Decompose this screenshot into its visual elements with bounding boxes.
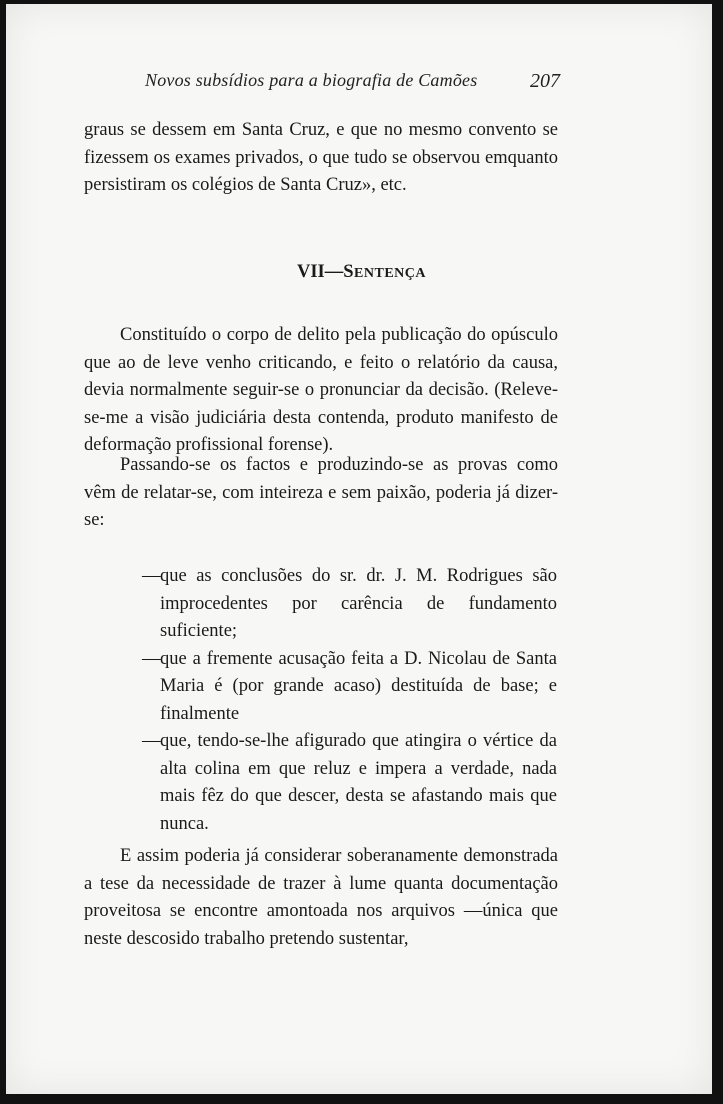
list-item [142, 646, 557, 729]
list-item-text: que as conclusões do sr. dr. J. M. Rodrigues são improcedentes por carência de fundamento suficiente; [160, 566, 557, 641]
list-item-text: que, tendo-se-lhe afigurado que atingira o vértice da alta colina em que reluz e impera a verdade, nada mais fêz do que descer, desta se afastando mais que nunca. [160, 731, 557, 834]
section-number: VII— [296, 262, 344, 282]
list-item [142, 728, 557, 838]
paragraph-continued: graus se dessem em Santa Cruz, e que no mesmo convento se fizessem os exames privados, o que tudo se observou emquanto persistiram os colégios de Santa Cruz», etc. [84, 120, 558, 195]
list-dash: — [142, 731, 161, 751]
conclusions-list [142, 563, 557, 838]
paragraph-1: Constituído o corpo de delito pela publicação do opúsculo que ao de leve venho criticando, e feito o relatório da causa, devia normalmente seguir-se o pronunciar da decisão. (Releve-se-me a visão judiciária desta contenda, produto manifesto de deformação profissional forense). [84, 325, 558, 455]
paragraph-3: E assim poderia já considerar soberanamente demonstrada a tese da necessidade de trazer à lume quanta documentação proveitosa se encontre amontoada nos arquivos —única que neste descosido trabalho pretendo sustentar, [84, 846, 558, 949]
list-item [142, 563, 557, 646]
running-header: Novos subsídios para a biografia de Camões [145, 70, 478, 90]
page-number: 207 [530, 70, 560, 92]
list-dash: — [142, 648, 161, 669]
list-dash: — [142, 566, 161, 586]
section-heading [0, 262, 723, 283]
section-title: SENTENÇA [343, 262, 427, 282]
paragraph-2: Passando-se os factos e produzindo-se as provas como vêm de relatar-se, com inteireza e sem paixão, poderia já dizer-se: [84, 455, 558, 530]
list-item-text: que a fremente acusação feita a D. Nicolau de Santa Maria é (por grande acaso) destituída de base; e finalmente [160, 648, 557, 724]
